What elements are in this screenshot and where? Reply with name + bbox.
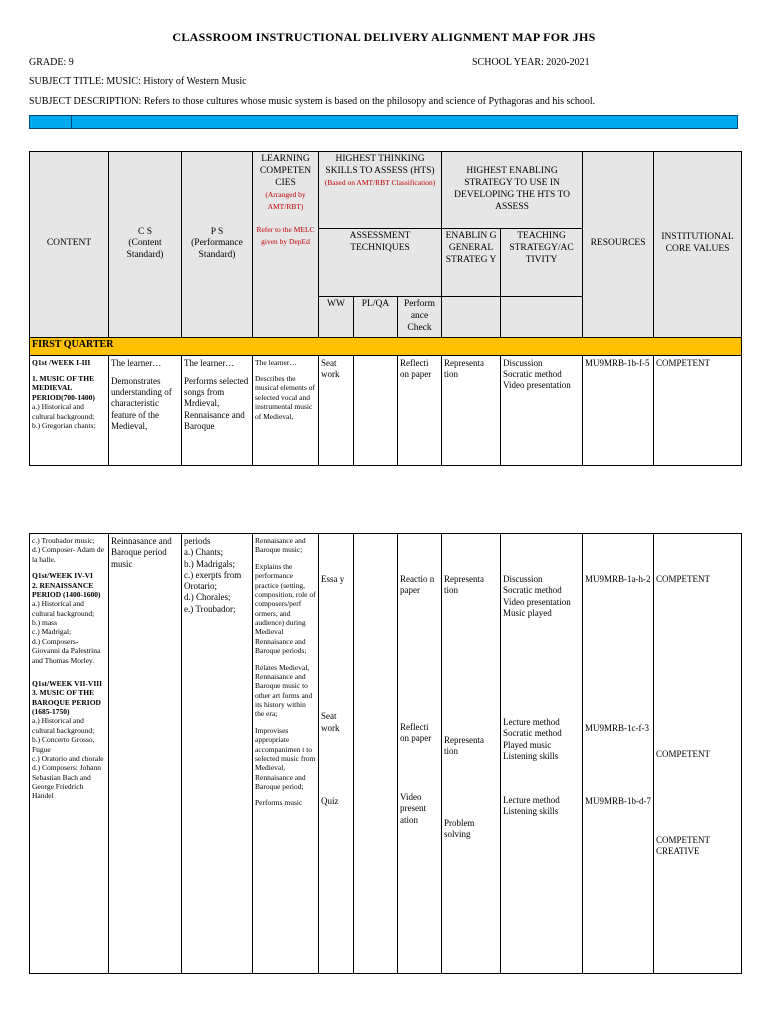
content-cell: c.) Troubador music; d.) Composer- Adam de la halle. Q1st/WEEK IV-VI 2. RENAISSANCE PERIOD (1400-1600) a.) Historical and cultural background; b.) mass c.) Madrigal; d.) Composers- Giovanni da Palestrina and Thomas Morley. Q1st/WEEK VII-VIII 3. MUSIC OF THE BAROQUE PERIOD (1685-1750) a.) Historical and cultural background; b.) Concerto Grosso, Fugue c.) Oratorio and chorale d.) Composers: Johann Sebastian Bach and George Friedrich Handel: [30, 534, 109, 974]
alignment-table-page-2: [29, 533, 742, 974]
header-hes: HIGHEST ENABLING STRATEGY TO USE IN DEVELOPING THE HTS TO ASSESS: [442, 152, 583, 229]
subject-title: SUBJECT TITLE: MUSIC: History of Western Music: [29, 76, 247, 87]
header-resources: RESOURCES: [583, 152, 654, 338]
document-title: CLASSROOM INSTRUCTIONAL DELIVERY ALIGNMENT MAP FOR JHS: [172, 30, 596, 44]
header-ps: P S (Performance Standard): [182, 152, 253, 338]
color-bar: [29, 115, 738, 129]
grade-label: GRADE: 9: [29, 57, 74, 68]
quarter-label: FIRST QUARTER: [30, 337, 742, 355]
core-values-cell: COMPETENT COMPETENT COMPETENT CREATIVE: [654, 534, 742, 974]
header-ww: WW: [319, 297, 354, 338]
header-hts: HIGHEST THINKING SKILLS TO ASSESS (HTS) (Based on AMT/RBT Classification): [319, 152, 442, 229]
header-perf: Perform ance Check: [398, 297, 442, 338]
header-content: CONTENT: [30, 152, 109, 338]
teaching-cell: Discussion Socratic method Video presentation Music played Lecture method Socratic method Played music Listening skills Lecture method Listening skills: [501, 534, 583, 974]
header-enabling: ENABLIN G GENERAL STRATEG Y: [442, 229, 501, 297]
lc-cell: Rennaisance and Baroque music; Explains the performance practice (setting, composition, role of composers/perf ormers, and audience) during Medieval Rennaisance and Baroque periods; Relates Medieval, Rennaisance and Baroque music to other art forms and its history within the era; Improvises appropriate accompanimen t to selected music from Medieval, Rennaisance and Baroque period; Performs music: [253, 534, 319, 974]
resources-cell: MU9MRB-1a-h-2 MU9MRB-1c-f-3 MU9MRB-1b-d-7: [583, 534, 654, 974]
subject-description: SUBJECT DESCRIPTION: Refers to those cultures whose music system is based on the philosopy and science of Pythagoras and his school.: [29, 96, 596, 107]
perf-cell: Reactio n paper Reflecti on paper Video present ation: [398, 534, 442, 974]
enabling-cell: Representa tion Representa tion Problem solving: [442, 534, 501, 974]
header-teaching: TEACHING STRATEGY/AC TIVITY: [501, 229, 583, 297]
header-learning-competencies: LEARNING COMPETEN CIES (Arranged by AMT/RBT) Refer to the MELC given by DepEd: [253, 152, 319, 338]
header-assessment: ASSESSMENT TECHNIQUES: [319, 229, 442, 297]
header-core-values: INSTITUTIONAL CORE VALUES: [654, 152, 742, 338]
school-year-label: SCHOOL YEAR: 2020-2021: [472, 57, 590, 68]
ps-cell: periods a.) Chants; b.) Madrigals; c.) exerpts from Orotario; d.) Chorales; e.) Troubador;: [182, 534, 253, 974]
table-row: [30, 534, 742, 974]
header-plqa: PL/QA: [354, 297, 398, 338]
alignment-table-page-1: [29, 151, 742, 466]
cs-cell: Reinnasance and Baroque period music: [109, 534, 182, 974]
table-row: Q1st /WEEK I-III 1. MUSIC OF THE MEDIEVAL PERIOD(700-1400) a.) Historical and cultural background; b.) Gregorian chants; The learner… Demonstrates understanding of characteristic feature of the Medieval, The learner… Performs selected songs from Mrdieval, Rennaisance and Baroque The learner… Describes the musical elements of selected vocal and instrumental music of Medieval, Seat work Reflecti on paper Representa tion Discussion Socratic method Video presentation MU9MRB-1b-f-5 COMPETENT: [30, 355, 742, 465]
header-cs: C S (Content Standard): [109, 152, 182, 338]
plqa-cell: [354, 534, 398, 974]
ww-cell: Essa y Seat work Quiz: [319, 534, 354, 974]
